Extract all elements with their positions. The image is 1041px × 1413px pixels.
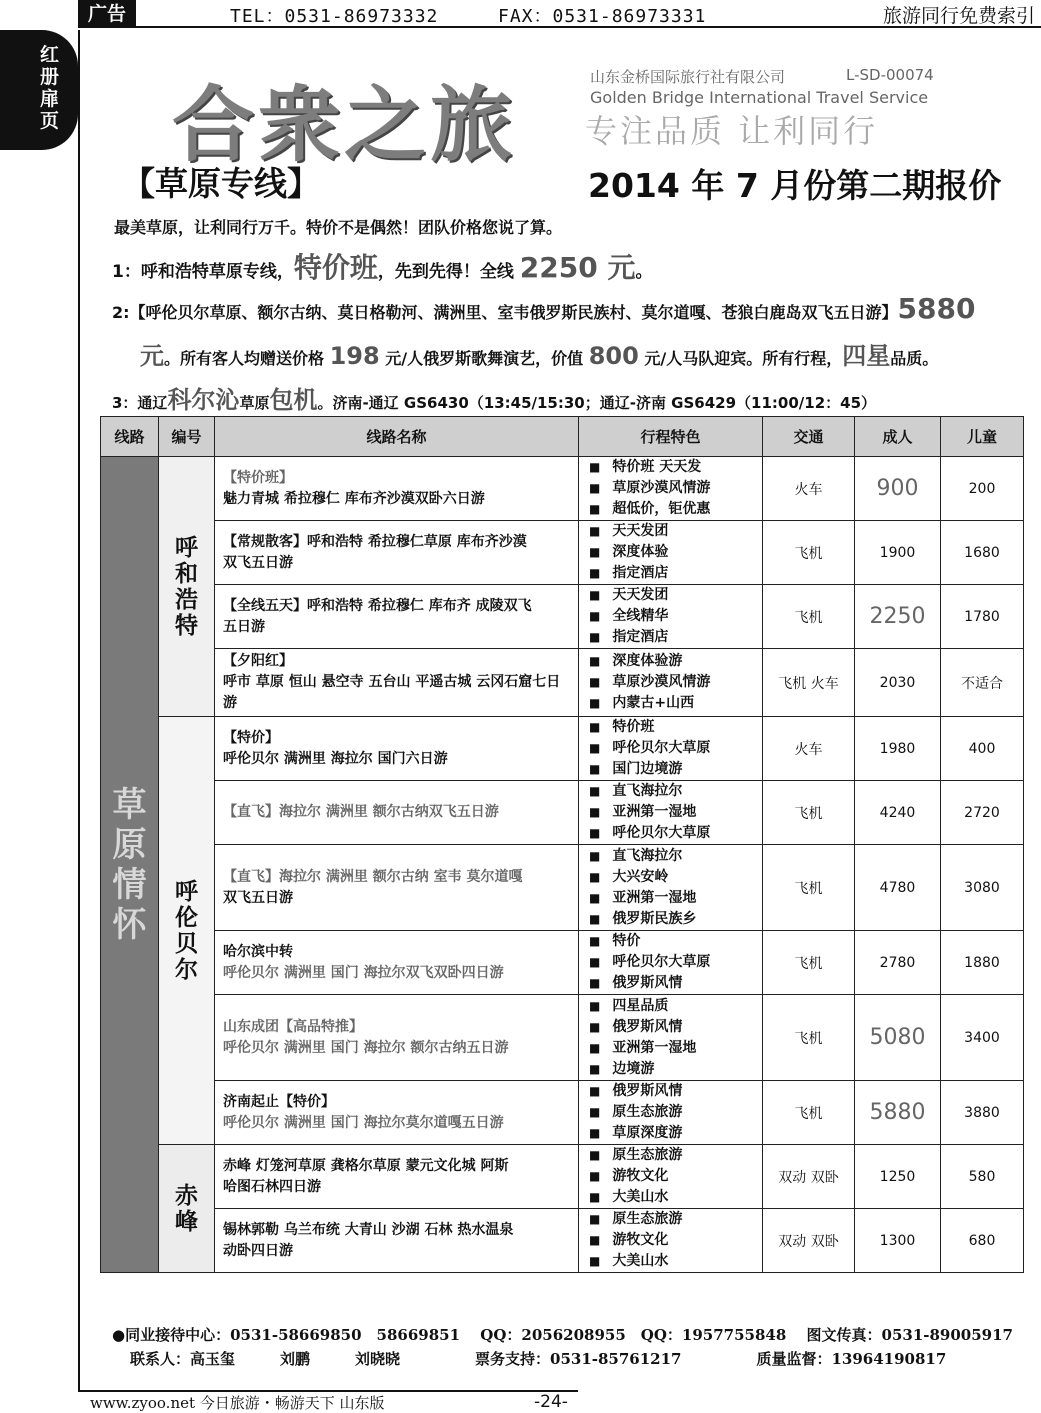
child-price: 1680 xyxy=(941,521,1024,585)
page-number: -24- xyxy=(534,1392,568,1412)
region-cell xyxy=(159,457,215,717)
header-transport: 交通 xyxy=(763,417,855,457)
route-name-cell xyxy=(215,1081,579,1145)
region-label: 呼伦贝尔 xyxy=(175,878,198,983)
feature-item: ■ 特价班 xyxy=(589,717,758,738)
features-cell xyxy=(579,521,763,585)
offer-3-text: 。济南-通辽 GS6430（13:45/15:30；通辽-济南 GS6429（11:00/12：45） xyxy=(317,394,877,412)
table-row xyxy=(101,521,1024,585)
offer-3-highlight: 包机 xyxy=(269,386,318,414)
offer-2-text: 品质。 xyxy=(890,349,939,368)
intro-text: 最美草原，让利同行万千。特价不是偶然！团队价格您说了算。 xyxy=(114,218,563,237)
child-price: 1880 xyxy=(941,931,1024,995)
feature-item: ■ 特价班 天天发 xyxy=(589,457,758,478)
region-label: 呼和浩特 xyxy=(175,534,198,639)
offer-2 xyxy=(112,292,975,325)
side-tab-label: 红册扉页 xyxy=(40,44,60,132)
table-row xyxy=(101,1209,1024,1273)
page-title: 【草原专线】 xyxy=(122,164,320,203)
route-name-cell xyxy=(215,521,579,585)
feature-item: ■ 亚洲第一湿地 xyxy=(589,888,758,909)
features-cell xyxy=(579,845,763,931)
header-name: 线路名称 xyxy=(215,417,579,457)
transport-cell: 飞机 xyxy=(763,585,855,649)
route-name-line-2: 动卧四日游 xyxy=(223,1242,293,1259)
offer-2-text: 元/人俄罗斯歌舞演艺，价值 xyxy=(379,349,589,368)
features-cell xyxy=(579,931,763,995)
route-name-cell xyxy=(215,781,579,845)
child-price: 3880 xyxy=(941,1081,1024,1145)
adult-price: 2030 xyxy=(855,649,941,717)
adult-price: 1300 xyxy=(855,1209,941,1273)
route-name-line-2: 呼伦贝尔 满洲里 国门 海拉尔双飞双卧四日游 xyxy=(223,964,504,981)
table-row xyxy=(101,649,1024,717)
table-row xyxy=(101,585,1024,649)
features-cell xyxy=(579,585,763,649)
features-cell xyxy=(579,781,763,845)
header-features: 行程特色 xyxy=(579,417,763,457)
header-adult: 成人 xyxy=(855,417,941,457)
routes-table xyxy=(100,416,1024,1273)
offer-2-value: 800 xyxy=(588,342,639,370)
transport-cell: 飞机 xyxy=(763,781,855,845)
route-name-line-2: 双飞五日游 xyxy=(223,889,293,906)
offer-3-highlight: 科尔沁 xyxy=(167,386,240,414)
child-price: 400 xyxy=(941,717,1024,781)
offer-1 xyxy=(112,246,652,286)
offer-2-continued xyxy=(140,336,938,371)
offer-1-text: ，先到先得！全线 xyxy=(377,262,520,282)
route-name-line-1: 【常规散客】呼和浩特 希拉穆仁草原 库布齐沙漠 xyxy=(223,533,527,550)
feature-item: ■ 呼伦贝尔大草原 xyxy=(589,823,758,844)
feature-item: ■ 亚洲第一湿地 xyxy=(589,1038,758,1059)
route-name-line-2: 魅力青城 希拉穆仁 库布齐沙漠双卧六日游 xyxy=(223,490,485,507)
transport-cell: 飞机 xyxy=(763,995,855,1081)
table-row xyxy=(101,995,1024,1081)
offer-1-text: 。 xyxy=(635,262,653,282)
route-name-line-1: 【直飞】海拉尔 满洲里 额尔古纳 室韦 莫尔道嘎 xyxy=(223,868,523,885)
offer-1-text: 1：呼和浩特草原专线， xyxy=(112,262,294,282)
company-name-en: Golden Bridge International Travel Service xyxy=(590,88,929,107)
feature-item: ■ 指定酒店 xyxy=(589,563,758,584)
route-name-cell xyxy=(215,1145,579,1209)
transport-cell: 飞机 火车 xyxy=(763,649,855,717)
route-name-line-2: 呼伦贝尔 满洲里 国门 海拉尔 额尔古纳五日游 xyxy=(223,1039,509,1056)
child-price: 2720 xyxy=(941,781,1024,845)
category-cell xyxy=(101,457,159,1273)
offer-2-star: 四星 xyxy=(842,342,891,370)
feature-item: ■ 深度体验游 xyxy=(589,651,758,672)
route-name-line-1: 【特价班】 xyxy=(223,469,293,486)
feature-item: ■ 直飞海拉尔 xyxy=(589,846,758,867)
route-name-line-1: 济南起止【特价】 xyxy=(223,1093,335,1110)
feature-item: ■ 亚洲第一湿地 xyxy=(589,802,758,823)
region-cell xyxy=(159,1145,215,1273)
transport-cell: 飞机 xyxy=(763,931,855,995)
feature-item: ■ 深度体验 xyxy=(589,542,758,563)
child-price: 580 xyxy=(941,1145,1024,1209)
route-name-line-2: 呼伦贝尔 满洲里 国门 海拉尔莫尔道嘎五日游 xyxy=(223,1114,504,1131)
route-name-line-2: 呼伦贝尔 满洲里 海拉尔 国门六日游 xyxy=(223,750,448,767)
feature-item: ■ 四星品质 xyxy=(589,996,758,1017)
feature-item: ■ 游牧文化 xyxy=(589,1230,758,1251)
feature-item: ■ 俄罗斯风情 xyxy=(589,1017,758,1038)
region-cell xyxy=(159,717,215,1145)
adult-price: 4240 xyxy=(855,781,941,845)
feature-item: ■ 超低价，钜优惠 xyxy=(589,499,758,520)
feature-item: ■ 天天发团 xyxy=(589,521,758,542)
route-name-cell xyxy=(215,717,579,781)
slogan: 专注品质 让利同行 xyxy=(585,112,879,150)
route-name-line-1: 哈尔滨中转 xyxy=(223,943,293,960)
adult-price: 5080 xyxy=(855,995,941,1081)
feature-item: ■ 呼伦贝尔大草原 xyxy=(589,738,758,759)
route-name-line-1: 赤峰 灯笼河草原 龚格尔草原 蒙元文化城 阿斯 xyxy=(223,1157,509,1174)
adult-price: 1250 xyxy=(855,1145,941,1209)
ad-label: 广告 xyxy=(78,0,136,28)
feature-item: ■ 原生态旅游 xyxy=(589,1102,758,1123)
fax-number: FAX：0531-86973331 xyxy=(498,6,707,27)
transport-cell: 飞机 xyxy=(763,521,855,585)
route-name-line-1: 锡林郭勒 乌兰布统 大青山 沙湖 石林 热水温泉 xyxy=(223,1221,514,1238)
adult-price: 1900 xyxy=(855,521,941,585)
transport-cell: 双动 双卧 xyxy=(763,1209,855,1273)
route-name-line-1: 【直飞】海拉尔 满洲里 额尔古纳双飞五日游 xyxy=(223,804,499,820)
license-number: L-SD-00074 xyxy=(846,66,934,84)
feature-item: ■ 俄罗斯风情 xyxy=(589,973,758,994)
adult-price: 2780 xyxy=(855,931,941,995)
features-cell xyxy=(579,1209,763,1273)
feature-item: ■ 特价 xyxy=(589,931,758,952)
route-name-cell xyxy=(215,649,579,717)
header-route: 线路 xyxy=(101,417,159,457)
feature-item: ■ 俄罗斯民族乡 xyxy=(589,909,758,930)
feature-item: ■ 呼伦贝尔大草原 xyxy=(589,952,758,973)
feature-item: ■ 大兴安岭 xyxy=(589,867,758,888)
tel-number: TEL：0531-86973332 xyxy=(230,6,439,27)
adult-price: 2250 xyxy=(855,585,941,649)
features-cell xyxy=(579,717,763,781)
features-cell xyxy=(579,649,763,717)
feature-item: ■ 天天发团 xyxy=(589,585,758,606)
features-cell xyxy=(579,1081,763,1145)
route-name-line-1: 【特价】 xyxy=(223,729,279,746)
feature-item: ■ 原生态旅游 xyxy=(589,1209,758,1230)
contact-line: ●同业接待中心：0531-58669850 58669851 QQ：2056208955 QQ：1957755848 图文传真：0531-89005917 xyxy=(112,1326,1013,1344)
adult-price: 5880 xyxy=(855,1081,941,1145)
header-child: 儿童 xyxy=(941,417,1024,457)
route-name-cell xyxy=(215,457,579,521)
contact-people: 联系人：高玉玺 刘鹏 刘晓晓 票务支持：0531-85761217 质量监督：13964190817 xyxy=(130,1350,947,1368)
adult-price: 900 xyxy=(855,457,941,521)
offer-2-unit: 元 xyxy=(140,342,164,370)
adult-price: 4780 xyxy=(855,845,941,931)
side-tab xyxy=(0,30,78,150)
brand-logo: 合衆之旅 xyxy=(172,77,517,173)
child-price: 3080 xyxy=(941,845,1024,931)
feature-item: ■ 原生态旅游 xyxy=(589,1145,758,1166)
offer-2-text: 2:【呼伦贝尔草原、额尔古纳、莫日格勒河、满洲里、室韦俄罗斯民族村、莫尔道嘎、苍狼白鹿岛双飞五日游】 xyxy=(112,303,898,322)
feature-item: ■ 内蒙古+山西 xyxy=(589,693,758,714)
table-row xyxy=(101,717,1024,781)
adult-price: 1980 xyxy=(855,717,941,781)
table-row xyxy=(101,1081,1024,1145)
route-name-line-2: 双飞五日游 xyxy=(223,554,293,571)
feature-item: ■ 俄罗斯风情 xyxy=(589,1081,758,1102)
feature-item: ■ 大美山水 xyxy=(589,1187,758,1208)
feature-item: ■ 指定酒店 xyxy=(589,627,758,648)
offer-2-text: 。所有客人均赠送价格 xyxy=(164,349,330,368)
top-bar xyxy=(78,0,1041,28)
feature-item: ■ 游牧文化 xyxy=(589,1166,758,1187)
offer-1-price: 2250 元 xyxy=(519,251,636,284)
child-price: 不适合 xyxy=(941,649,1024,717)
transport-cell: 火车 xyxy=(763,457,855,521)
features-cell xyxy=(579,995,763,1081)
child-price: 1780 xyxy=(941,585,1024,649)
offer-2-gift-price: 198 xyxy=(329,342,380,370)
offer-3-text: 草原 xyxy=(239,394,270,412)
header-code: 编号 xyxy=(159,417,215,457)
feature-item: ■ 草原沙漠风情游 xyxy=(589,672,758,693)
table-row xyxy=(101,845,1024,931)
offer-2-price: 5880 xyxy=(897,292,976,325)
offer-1-highlight: 特价班 xyxy=(293,251,378,284)
table-row xyxy=(101,457,1024,521)
route-name-line-1: 【夕阳红】 xyxy=(223,653,293,669)
website-footer: www.zyoo.net 今日旅游・畅游天下 山东版 xyxy=(90,1394,385,1412)
route-name-cell xyxy=(215,845,579,931)
route-name-cell xyxy=(215,1209,579,1273)
transport-cell: 火车 xyxy=(763,717,855,781)
features-cell xyxy=(579,457,763,521)
route-name-cell xyxy=(215,931,579,995)
child-price: 680 xyxy=(941,1209,1024,1273)
route-name-cell xyxy=(215,995,579,1081)
route-name-line-2: 呼市 草原 恒山 悬空寺 五台山 平遥古城 云冈石窟七日游 xyxy=(223,674,561,711)
child-price: 3400 xyxy=(941,995,1024,1081)
transport-cell: 双动 双卧 xyxy=(763,1145,855,1209)
route-name-line-1: 【全线五天】呼和浩特 希拉穆仁 库布齐 成陵双飞 xyxy=(223,597,532,614)
offer-3 xyxy=(112,380,876,415)
child-price: 200 xyxy=(941,457,1024,521)
offer-3-text: 3：通辽 xyxy=(112,394,168,412)
table-row xyxy=(101,1145,1024,1209)
features-cell xyxy=(579,1145,763,1209)
feature-item: ■ 直飞海拉尔 xyxy=(589,781,758,802)
category-label: 草原情怀 xyxy=(112,784,147,945)
transport-cell: 飞机 xyxy=(763,845,855,931)
route-name-line-2: 五日游 xyxy=(223,618,265,635)
route-name-cell xyxy=(215,585,579,649)
feature-item: ■ 全线精华 xyxy=(589,606,758,627)
route-name-line-1: 山东成团【高品特推】 xyxy=(223,1018,363,1035)
transport-cell: 飞机 xyxy=(763,1081,855,1145)
route-name-line-2: 哈图石林四日游 xyxy=(223,1178,321,1195)
feature-item: ■ 国门边境游 xyxy=(589,759,758,780)
index-label: 旅游同行免费索引 xyxy=(882,5,1035,27)
issue-title: 2014 年 7 月份第二期报价 xyxy=(588,166,1002,205)
feature-item: ■ 边境游 xyxy=(589,1059,758,1080)
company-name-cn: 山东金桥国际旅行社有限公司 xyxy=(590,68,786,86)
offer-2-text: 元/人马队迎宾。所有行程， xyxy=(638,349,843,368)
feature-item: ■ 草原深度游 xyxy=(589,1123,758,1144)
feature-item: ■ 草原沙漠风情游 xyxy=(589,478,758,499)
region-label: 赤峰 xyxy=(175,1182,198,1235)
table-row xyxy=(101,931,1024,995)
table-row xyxy=(101,781,1024,845)
feature-item: ■ 大美山水 xyxy=(589,1251,758,1272)
table-header-row xyxy=(101,417,1024,457)
